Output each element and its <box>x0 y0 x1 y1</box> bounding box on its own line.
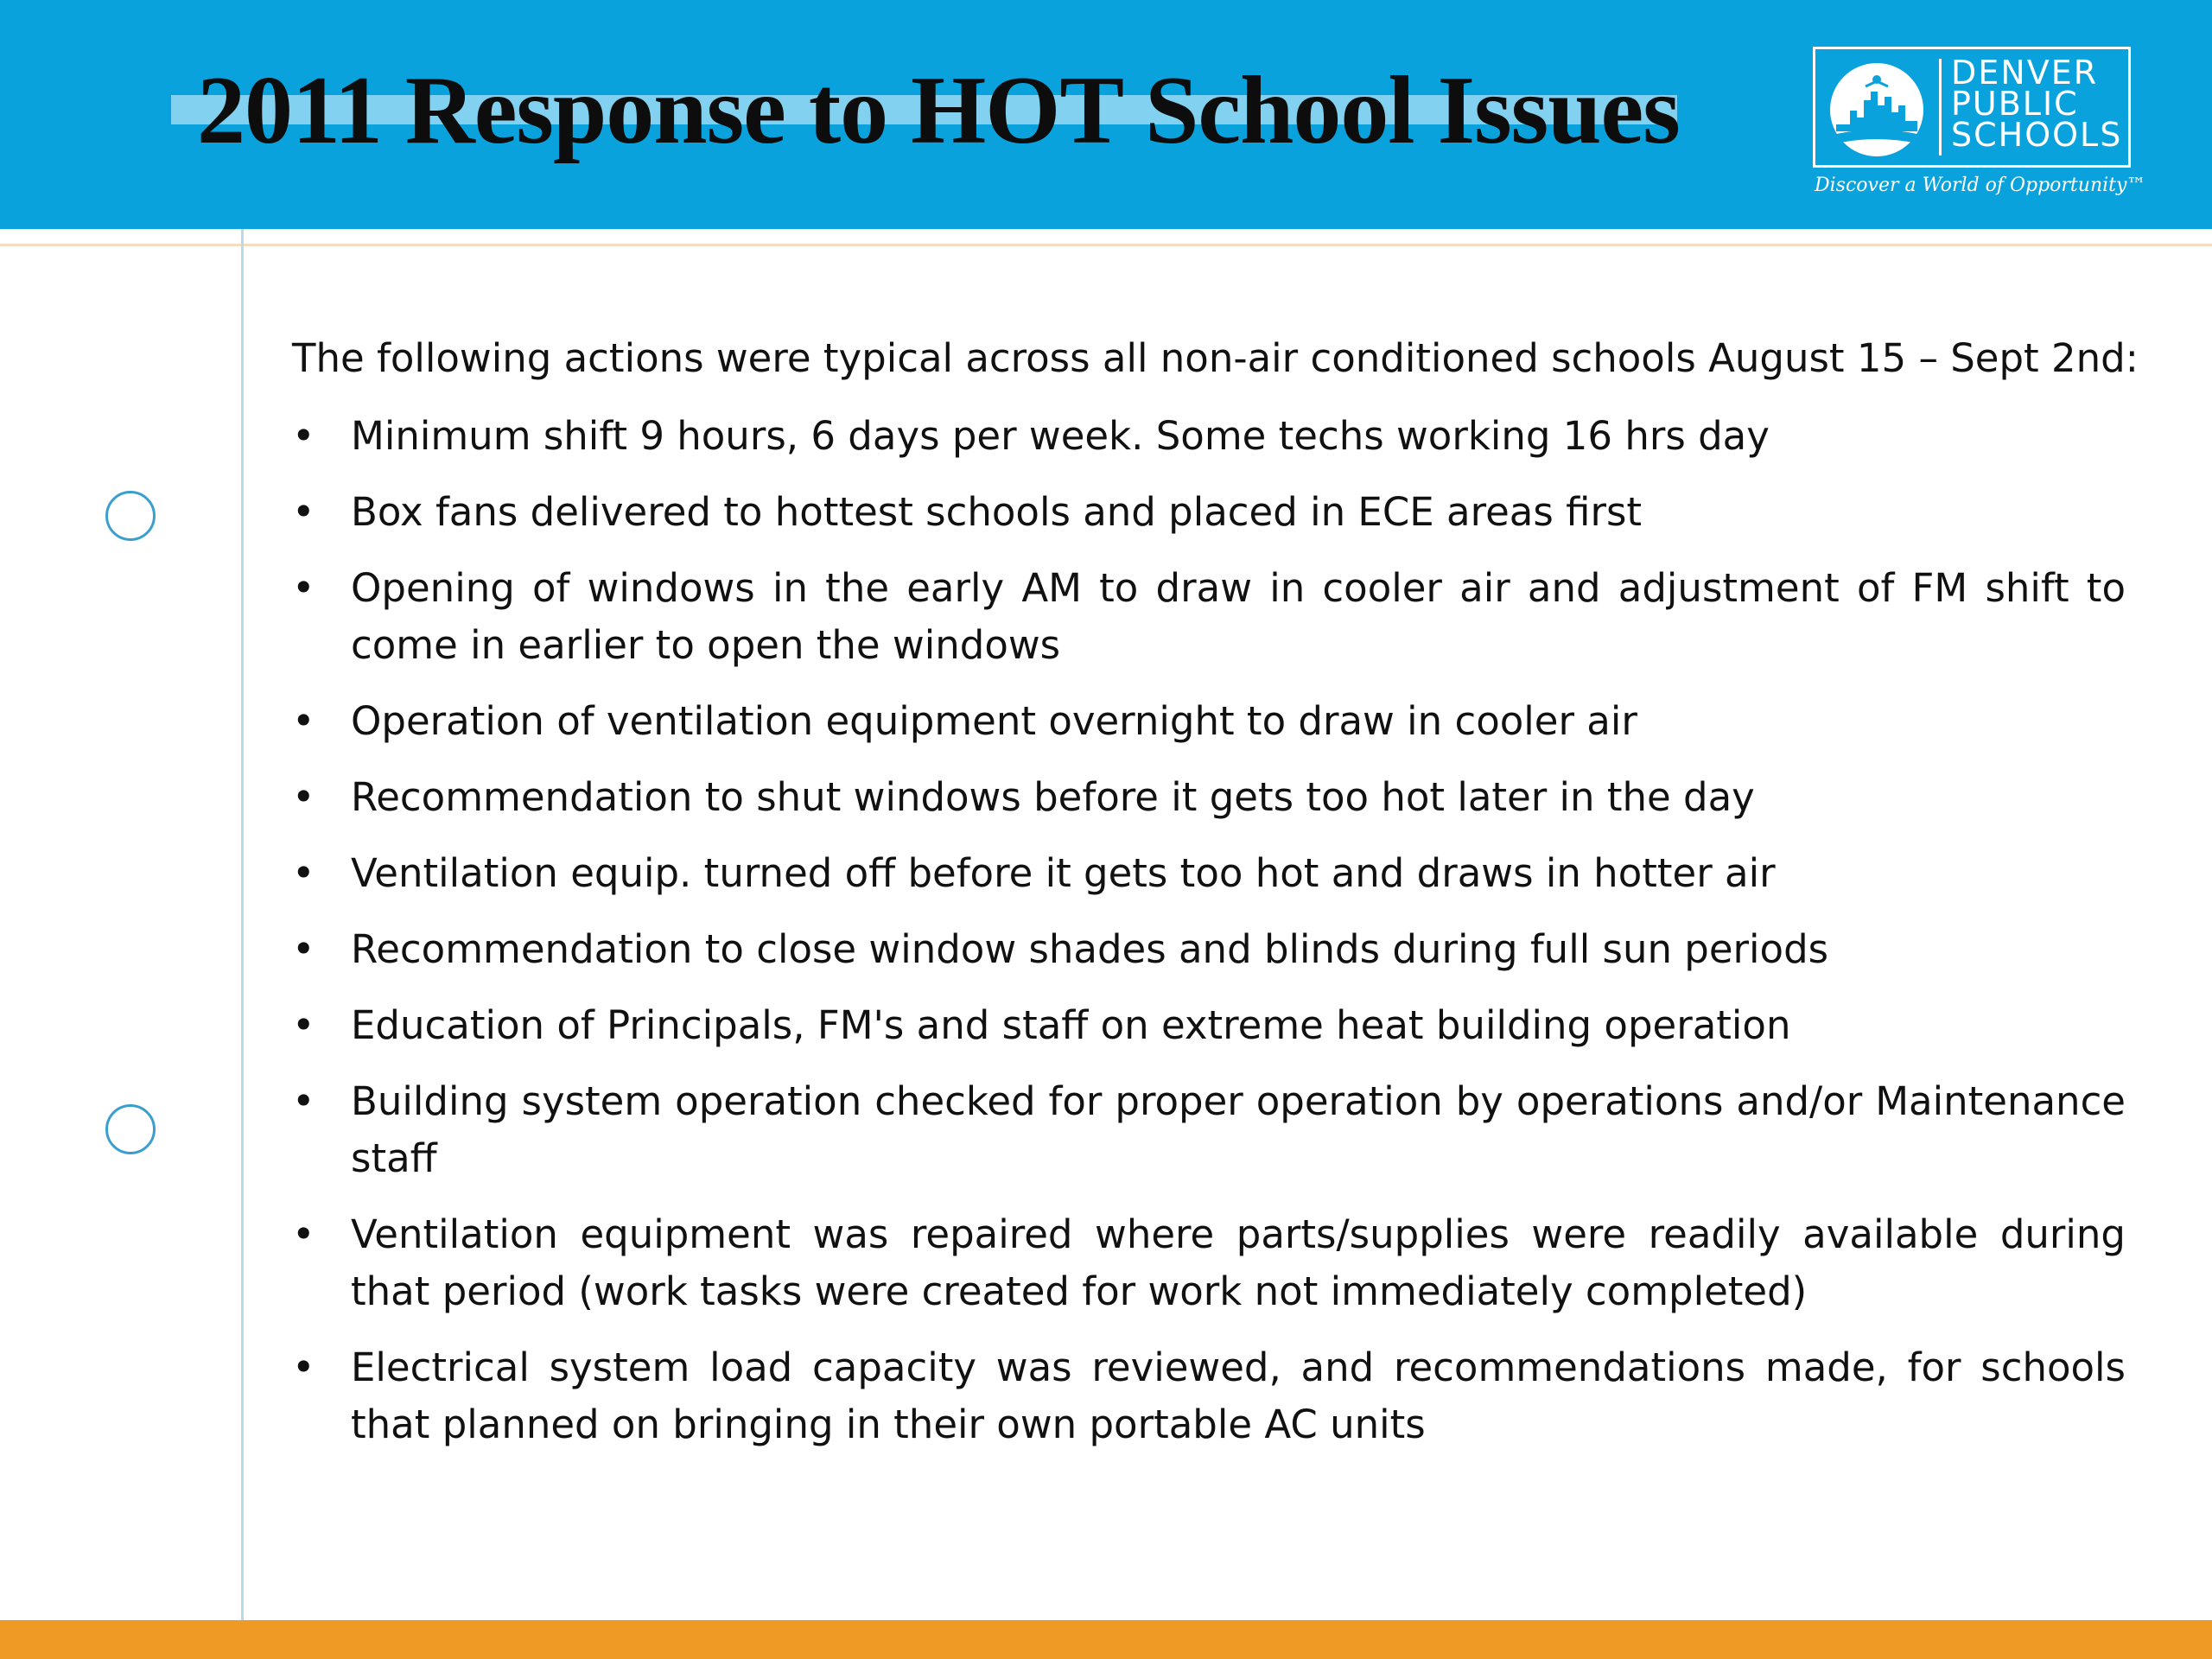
binder-ring-icon <box>105 491 156 541</box>
logo-divider <box>1939 59 1942 156</box>
logo-line-denver: DENVER <box>1951 54 2099 92</box>
slide-title: 2011 Response to HOT School Issues <box>197 57 1680 164</box>
bullet-item: • Box fans delivered to hottest schools and placed in ECE areas first <box>292 484 2126 541</box>
header-divider <box>0 244 2212 246</box>
footer-bar <box>0 1620 2212 1659</box>
bullet-item: • Recommendation to close window shades and blinds during full sun periods <box>292 921 2126 978</box>
bullet-item: • Ventilation equip. turned off before it gets too hot and draws in hotter air <box>292 845 2126 902</box>
bullet-item: • Education of Principals, FM's and staff on extreme heat building operation <box>292 997 2126 1054</box>
binder-ring-icon <box>105 1104 156 1154</box>
logo-tagline: Discover a World of Opportunity™ <box>1815 175 2146 196</box>
bullet-list <box>292 408 2126 1453</box>
bullet-item: • Operation of ventilation equipment overnight to draw in cooler air <box>292 693 2126 750</box>
notebook-margin-line <box>241 229 244 1620</box>
bullet-item: • Electrical system load capacity was reviewed, and recommendations made, for schools that planned on bringing in their own portable AC units <box>292 1339 2126 1453</box>
logo-wordmark <box>1951 54 2124 154</box>
bullet-item: • Ventilation equipment was repaired where parts/supplies were readily available during that period (work tasks were created for work not immediately completed) <box>292 1206 2126 1320</box>
slide-body <box>292 330 2139 1472</box>
bullet-item: • Minimum shift 9 hours, 6 days per week. Some techs working 16 hrs day <box>292 408 2126 465</box>
logo-line-schools: SCHOOLS <box>1951 116 2123 154</box>
denver-skyline-logo-icon <box>1827 60 1926 159</box>
bullet-item: • Recommendation to shut windows before it gets too hot later in the day <box>292 769 2126 826</box>
intro-text: The following actions were typical across all non-air conditioned schools August 15 – Sept 2nd: <box>292 335 2139 381</box>
bullet-item: • Building system operation checked for proper operation by operations and/or Maintenance staff <box>292 1073 2126 1187</box>
bullet-item: • Opening of windows in the early AM to draw in cooler air and adjustment of FM shift to come in earlier to open the windows <box>292 560 2126 674</box>
logo-line-public: PUBLIC <box>1951 85 2079 123</box>
